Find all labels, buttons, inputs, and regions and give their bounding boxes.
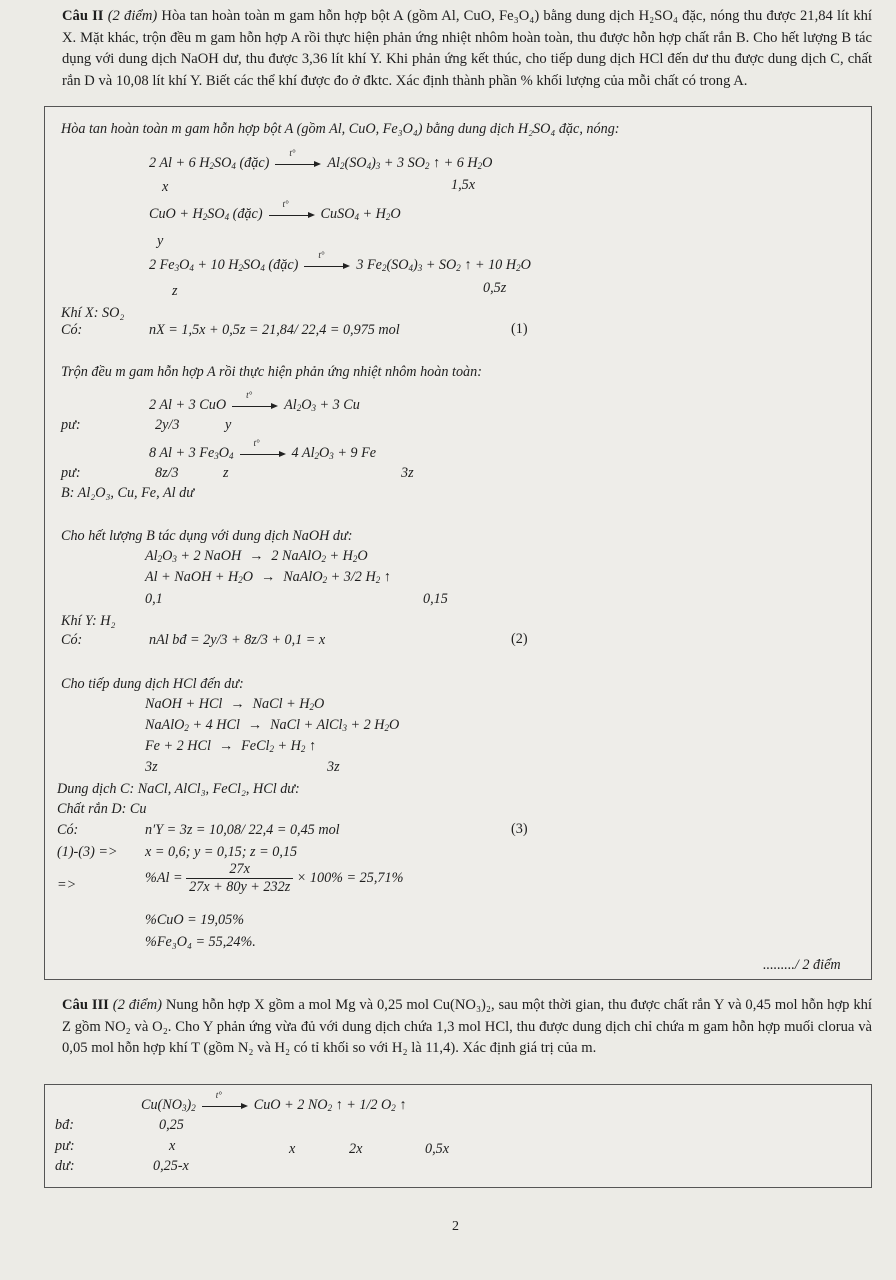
- solution-3-box: [44, 1084, 872, 1188]
- reaction-6: $Al_2O_3 + 2$ NaOH → 2 NaAlO$_2$ + $H_2O$: [145, 548, 368, 564]
- question-2-points: (2 điểm): [107, 8, 158, 24]
- solve-values: x = 0,6; y = 0,15; z = 0,15: [145, 844, 298, 860]
- score: ........./ 2 điểm: [763, 957, 841, 973]
- percent-cuo: %CuO = 19,05%: [145, 912, 245, 928]
- sol2-intro: Hòa tan hoàn toàn m gam hỗn hợp bột A (gồm Al, CuO, Fe₃O₄) bằng dung dịch H₂SO₄ đặc, nóng:: [61, 121, 620, 137]
- equation-3-number: (3): [511, 821, 528, 837]
- question-3-points: (2 điểm): [112, 997, 162, 1013]
- du-value: 0,25-x: [153, 1158, 189, 1174]
- r5-b: z: [223, 465, 229, 481]
- solution-2-box: [44, 106, 872, 980]
- pu-o2: 0,5x: [425, 1141, 450, 1157]
- r1-var: x: [162, 179, 169, 195]
- pu-cuo: x: [289, 1141, 296, 1157]
- arrow-icon: t°: [202, 1101, 248, 1111]
- reaction-8: NaOH + HCl → NaCl + $H_2O$: [145, 696, 325, 712]
- equation-2-number: (2): [511, 631, 528, 647]
- r10-a: 3z: [145, 759, 158, 775]
- pu-label-2: pư:: [61, 465, 81, 481]
- percent-al-fraction: $\frac{27x}{27x + 80y + 232z}$: [186, 861, 293, 896]
- r10-b: 3z: [327, 759, 340, 775]
- gas-x: Khí X: SO₂: [61, 305, 125, 321]
- arrow-icon: t°: [232, 401, 278, 411]
- bd-value: 0,25: [159, 1117, 184, 1133]
- du-label: dư:: [55, 1158, 75, 1174]
- reaction-2: CuO + $H_2SO_4$ (đặc) t° CuSO$_4$ + $H_2O$: [149, 198, 401, 222]
- bd-label: bđ:: [55, 1117, 74, 1133]
- arrow-icon: t°: [240, 449, 286, 459]
- sol2-intro-2: Trộn đều m gam hỗn hợp A rồi thực hiện phản ứng nhiệt nhôm hoàn toàn:: [61, 364, 482, 380]
- gas-y: Khí Y: H₂: [61, 613, 116, 629]
- pu-value: x: [169, 1138, 176, 1154]
- r3-var: z: [172, 283, 178, 299]
- r5-c: 3z: [401, 465, 414, 481]
- reaction-1: 2 Al + 6 $H_2SO_4$ (đặc) t° $Al_2(SO_4)_3 + 3$ $SO_2$ ↑ + 6 $H_2O$: [149, 147, 493, 171]
- solve-label: (1)-(3) =>: [57, 844, 118, 860]
- solid-b: B: Al₂O₃, Cu, Fe, Al dư: [61, 485, 194, 501]
- r4-a: 2y/3: [155, 417, 180, 433]
- page-number: 2: [452, 1219, 459, 1234]
- sol2-intro-4: Cho tiếp dung dịch HCl đến dư:: [61, 676, 244, 692]
- percent-al: %Al = $\frac{27x}{27x + 80y + 232z}$ × 100% = 25,71%: [145, 861, 404, 895]
- question-3-heading: Câu III: [62, 997, 109, 1013]
- pu-label-1: pư:: [61, 417, 81, 433]
- r7-b: 0,15: [423, 591, 448, 607]
- equation-2: nAl bđ = 2y/3 + 8z/3 + 0,1 = x: [149, 632, 326, 648]
- equation-3: n′Y = 3z = 10,08/ 22,4 = 0,45 mol: [145, 822, 340, 838]
- co-label-3: Có:: [57, 822, 79, 838]
- r2-var: y: [157, 233, 164, 249]
- equation-1-number: (1): [511, 321, 528, 337]
- reaction-7: Al + NaOH + $H_2O$ → NaAlO$_2$ + 3/2 $H_2$ ↑: [145, 569, 391, 585]
- solution-c: Dung dịch C: NaCl, AlCl₃, FeCl₂, HCl dư:: [57, 781, 300, 797]
- question-2-heading: Câu II: [62, 8, 104, 24]
- question-3-text: Nung hỗn hợp X gồm a mol Mg và 0,25 mol Cu(NO₃)₂, sau một thời gian, thu được chất rắn Y và 0,45 mol hỗn hợp khí Z gồm NO₂ và O₂. Cho Y phản ứng vừa đủ với dung dịch chứa 1,3 mol HCl, thu được dung dịch chỉ chứa m gam hỗn hợp muối clorua và 0,05 mol hỗn hợp khí T (gồm N₂ và H₂ có tỉ khối so với H₂ là 11,4). Xác định giá trị của m.: [62, 997, 872, 1056]
- solid-d: Chất rắn D: Cu: [57, 801, 147, 817]
- reaction-3: 2 $Fe_3O_4 + 10$ $H_2SO_4$ (đặc) t° 3 $Fe_2(SO_4)_3 + SO_2$ ↑ + 10 $H_2O$: [149, 249, 531, 273]
- pu-no2: 2x: [349, 1141, 363, 1157]
- question-3: [62, 995, 872, 1060]
- r7-a: 0,1: [145, 591, 163, 607]
- question-2-text: Hòa tan hoàn toàn m gam hỗn hợp bột A (gồm Al, CuO, Fe₃O₄) bằng dung dịch H₂SO₄ đặc, nóng thu được 21,84 lít khí X. Mặt khác, trộn đều m gam hỗn hợp A rồi thực hiện phản ứng nhiệt nhôm hoàn toàn, thu được hỗn hợp chất rắn B. Cho hết lượng B tác dụng với dung dịch NaOH dư, thu được 3,36 lít khí Y. Khi phản ứng kết thúc, cho tiếp dung dịch HCl đến dư thu được dung dịch C, chất rắn D và 10,08 lít khí Y. Biết các thể khí được đo ở đktc. Xác định thành phần % khối lượng của mỗi chất có trong A.: [62, 8, 872, 89]
- r1-prod: 1,5x: [451, 177, 476, 193]
- arrow-icon: t°: [275, 159, 321, 169]
- percent-fe3o4: %Fe₃O₄ = 55,24%.: [145, 934, 256, 950]
- implies-label: =>: [57, 877, 77, 893]
- r5-a: 8z/3: [155, 465, 179, 481]
- question-2: [62, 6, 872, 92]
- reaction-4: 2 Al + 3 CuO t° $Al_2O_3 + 3$ Cu: [149, 389, 360, 413]
- co-label-1: Có:: [61, 322, 83, 338]
- arrow-icon: t°: [304, 261, 350, 271]
- equation-1: nX = 1,5x + 0,5z = 21,84/ 22,4 = 0,975 mol: [149, 322, 400, 338]
- r4-b: y: [225, 417, 232, 433]
- co-label-2: Có:: [61, 632, 83, 648]
- r3-prod: 0,5z: [483, 280, 507, 296]
- reaction-11: $Cu(NO_3)_2$ t° CuO + 2 $NO_2$ ↑ + 1/2 $O_2$ ↑: [141, 1089, 407, 1113]
- reaction-9: NaAlO$_2$ + 4 HCl → NaCl + AlCl$_3$ + 2 $H_2O$: [145, 717, 400, 733]
- sol2-intro-3: Cho hết lượng B tác dụng với dung dịch NaOH dư:: [61, 528, 353, 544]
- arrow-icon: t°: [269, 210, 315, 220]
- pu-label-3: pư:: [55, 1138, 75, 1154]
- reaction-5: 8 Al + 3 $Fe_3O_4$ t° 4 $Al_2O_3 + 9$ Fe: [149, 437, 377, 461]
- reaction-10: Fe + 2 HCl → FeCl$_2$ + $H_2$ ↑: [145, 738, 317, 754]
